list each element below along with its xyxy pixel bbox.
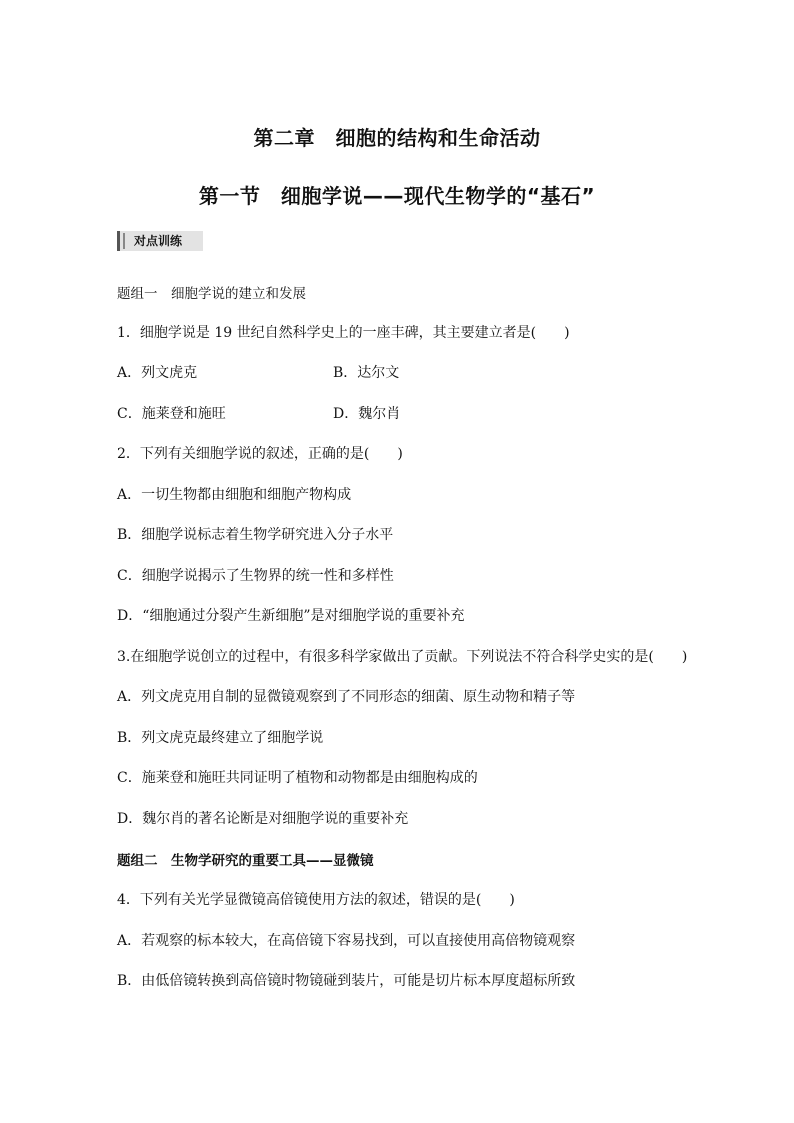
question-3-option-a: A．列文虎克用自制的显微镜观察到了不同形态的细菌、原生动物和精子等: [117, 689, 576, 705]
chapter-title: 第二章 细胞的结构和生命活动: [253, 126, 541, 150]
question-2-option-b: B．细胞学说标志着生物学研究进入分子水平: [117, 527, 394, 543]
question-2-option-c: C．细胞学说揭示了生物界的统一性和多样性: [117, 568, 394, 584]
question-2-option-a: A．一切生物都由细胞和细胞产物构成: [117, 487, 352, 503]
question-3-option-d: D．魏尔肖的著名论断是对细胞学说的重要补充: [117, 811, 409, 827]
question-3-stem: 3.在细胞学说创立的过程中，有很多科学家做出了贡献。下列说法不符合科学史实的是( ): [117, 649, 688, 665]
question-4-option-b: B．由低倍镜转换到高倍镜时物镜碰到装片，可能是切片标本厚度超标所致: [117, 973, 576, 989]
question-4-stem: 4．下列有关光学显微镜高倍镜使用方法的叙述，错误的是( ): [117, 892, 515, 908]
question-1-option-d: D．魏尔肖: [333, 406, 401, 422]
question-3-option-c: C．施莱登和施旺共同证明了植物和动物都是由细胞构成的: [117, 770, 478, 786]
question-1-stem: 1．细胞学说是 19 世纪自然科学史上的一座丰碑，其主要建立者是( ): [117, 325, 570, 341]
question-2-option-d: D．“细胞通过分裂产生新细胞”是对细胞学说的重要补充: [117, 608, 465, 624]
practice-banner: 对点训练: [117, 231, 203, 251]
question-1-option-b: B．达尔文: [333, 365, 400, 381]
group-heading-2: 题组二 生物学研究的重要工具——显微镜: [117, 853, 374, 869]
group-heading-1: 题组一 细胞学说的建立和发展: [117, 286, 306, 302]
question-1-option-a: A．列文虎克: [117, 365, 198, 381]
section-title: 第一节 细胞学说——现代生物学的“基石”: [198, 184, 596, 208]
question-4-option-a: A．若观察的标本较大，在高倍镜下容易找到，可以直接使用高倍物镜观察: [117, 933, 576, 949]
question-1-option-c: C．施莱登和施旺: [117, 406, 226, 422]
question-2-stem: 2．下列有关细胞学说的叙述，正确的是( ): [117, 446, 403, 462]
question-3-option-b: B．列文虎克最终建立了细胞学说: [117, 730, 324, 746]
